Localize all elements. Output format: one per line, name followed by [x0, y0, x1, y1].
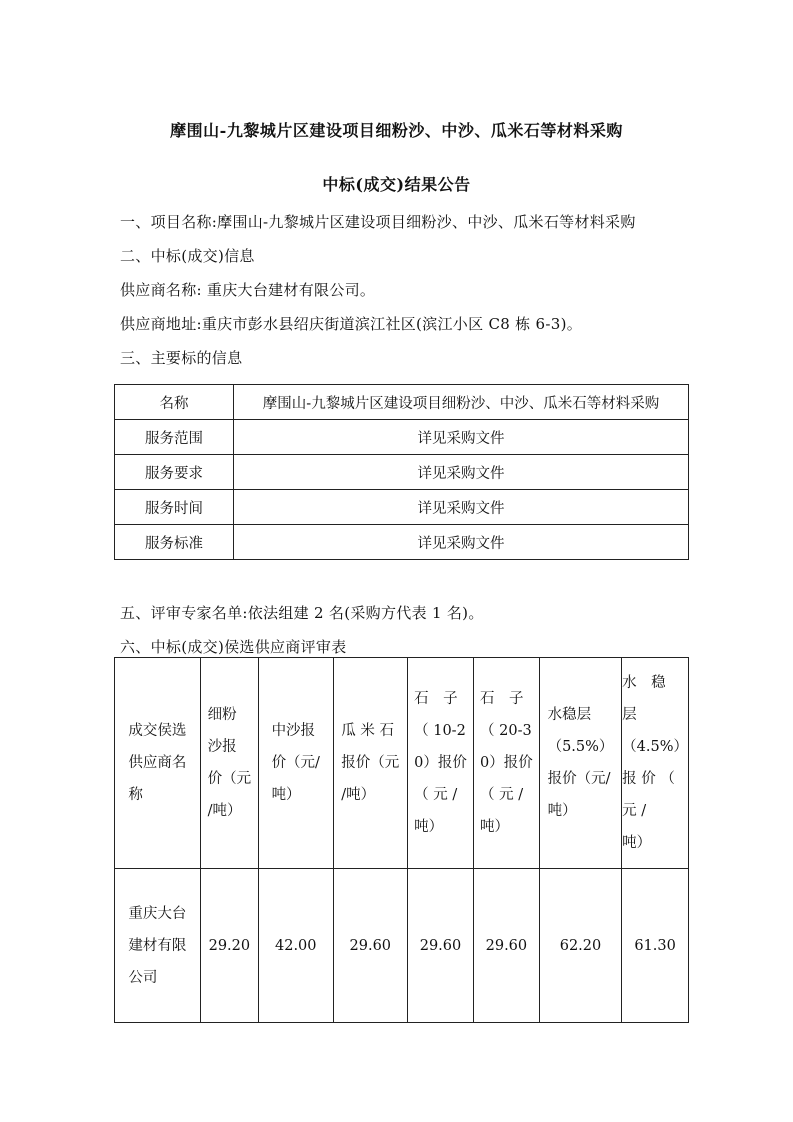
review-table [114, 657, 689, 1023]
document-subtitle: 中标(成交)结果公告 [322, 175, 471, 194]
header-cell-medium-sand: 中沙报 价（元/ 吨） [259, 658, 334, 869]
table-label-cell: 服务要求 [115, 455, 234, 490]
award-info-heading: 二、中标(成交)信息 [120, 247, 255, 265]
header-cell-stabilized-45: 水 稳 层 （4.5%） 报 价 （ 元 / 吨） [622, 658, 689, 869]
table-value-cell: 详见采购文件 [234, 525, 689, 560]
header-cell-supplier: 成交侯选 供应商名 称 [115, 658, 201, 869]
table-label-cell: 服务范围 [115, 420, 234, 455]
price-cell: 29.20 [200, 869, 258, 1023]
table-value-cell: 详见采购文件 [234, 490, 689, 525]
supplier-address-line: 供应商地址:重庆市彭水县绍庆街道滨江社区(滨江小区 C8 栋 6-3)。 [120, 315, 583, 333]
price-cell: 29.60 [408, 869, 474, 1023]
main-subject-table [114, 384, 689, 560]
table-row [115, 869, 689, 1023]
main-subject-heading: 三、主要标的信息 [120, 349, 243, 367]
header-cell-gravel-10-20: 石 子 （ 10-2 0）报价 （ 元 / 吨） [408, 658, 474, 869]
supplier-name-line: 供应商名称: 重庆大台建材有限公司。 [120, 281, 376, 299]
supplier-name-cell: 重庆大台 建材有限 公司 [115, 869, 201, 1023]
project-name-line: 一、项目名称:摩围山-九黎城片区建设项目细粉沙、中沙、瓜米石等材料采购 [120, 213, 636, 231]
table-value-cell: 摩围山-九黎城片区建设项目细粉沙、中沙、瓜米石等材料采购 [234, 385, 689, 420]
price-cell: 29.60 [333, 869, 408, 1023]
header-cell-melon-seed-stone: 瓜 米 石 报价（元 /吨） [333, 658, 408, 869]
experts-line: 五、评审专家名单:依法组建 2 名(采购方代表 1 名)。 [120, 604, 484, 622]
header-cell-stabilized-55: 水稳层 （5.5%） 报价（元/ 吨） [539, 658, 621, 869]
table-row [115, 525, 689, 560]
review-table-heading: 六、中标(成交)侯选供应商评审表 [120, 638, 347, 656]
review-header-row [115, 658, 689, 869]
table-row [115, 420, 689, 455]
header-cell-fine-sand: 细粉 沙报 价（元 /吨） [200, 658, 258, 869]
document-title: 摩围山-九黎城片区建设项目细粉沙、中沙、瓜米石等材料采购 [170, 121, 623, 140]
table-value-cell: 详见采购文件 [234, 455, 689, 490]
price-cell: 62.20 [539, 869, 621, 1023]
price-cell: 29.60 [473, 869, 539, 1023]
price-cell: 61.30 [622, 869, 689, 1023]
table-row [115, 490, 689, 525]
table-value-cell: 详见采购文件 [234, 420, 689, 455]
table-row [115, 455, 689, 490]
table-label-cell: 服务标准 [115, 525, 234, 560]
table-label-cell: 名称 [115, 385, 234, 420]
price-cell: 42.00 [259, 869, 334, 1023]
table-row [115, 385, 689, 420]
header-cell-gravel-20-30: 石 子 （ 20-3 0）报价 （ 元 / 吨） [473, 658, 539, 869]
table-label-cell: 服务时间 [115, 490, 234, 525]
